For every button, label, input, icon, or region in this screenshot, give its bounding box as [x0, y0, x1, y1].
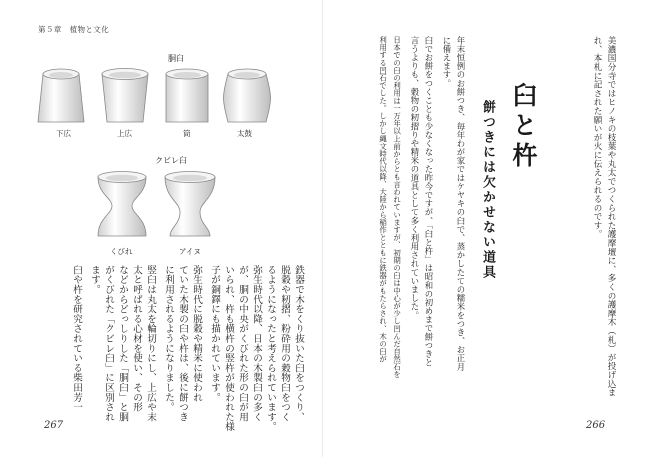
chapter-header: 第５章 植物と文化: [38, 25, 110, 34]
left-page-number: 267: [44, 420, 64, 431]
left-text-line: 臼や杵を研究されている柴田芳一: [71, 265, 82, 412]
left-text-line: 弥生時代以降、日本の木製臼の多く: [251, 265, 262, 422]
figure-group1-title: 胴臼: [168, 54, 184, 63]
left-text-line: るようになったと考えられています。: [265, 265, 276, 432]
caption-kubire: くびれ: [110, 247, 133, 256]
left-text-line: いられ、杵も横杵の竪杵が使われた様: [223, 265, 234, 432]
left-text-line: ます。: [89, 265, 100, 295]
left-text-line: 太と呼ばれる心材を使い、その形: [131, 265, 142, 412]
left-text-line: が、胴の中央がくびれた形の臼が用: [237, 265, 248, 422]
mortar-uwahiro-image: [98, 66, 152, 126]
mortar-taiko-image: [220, 66, 274, 126]
right-text-line: に備えます。: [442, 36, 452, 88]
right-text-line: 年末恒例のお餅つき、毎年わが家ではケヤキの臼で、蒸かしたての糯米をつき、お正月: [456, 36, 466, 372]
right-page-number: 266: [586, 420, 606, 431]
mortar-tsutsu-image: [160, 66, 214, 126]
left-text-line: 脱穀や籾摺、粉砕用の穀物臼をつく: [279, 265, 290, 422]
right-text-line: 利用する凹石でした。しかし縄文時代以降、大陸から稲作とともに鉄器がもたらされ、木の臼が: [378, 36, 388, 363]
left-text-line: に利用されるようになりました。: [163, 265, 174, 412]
left-text-line: 竪臼は丸太を輪切りにし、上広や末: [145, 265, 156, 422]
caption-uwahiro: 上広: [117, 129, 132, 138]
right-text-line: 言うよりも、穀物の籾摺りや精米の道具として多く利用されていました。: [410, 36, 420, 320]
section-title: 臼と杵: [509, 82, 538, 172]
caption-ainu: アイヌ: [179, 247, 201, 256]
left-text-line: などからどっしりした「胴臼」と胴: [117, 265, 128, 422]
mortar-kubire-image: [92, 168, 152, 240]
page-gutter: [322, 0, 323, 457]
left-text-line: ていた木製の臼や杵は、後に餅つき: [177, 265, 188, 422]
left-text-line: 弥生時代に脱穀や精米に使われ: [191, 265, 202, 403]
section-subtitle: 餅つきには欠かせない道具: [480, 100, 495, 280]
right-top-line: 美濃国分寺ではヒノキの枝葉や丸太でつくられた護摩壇に、多くの護摩木（札）が投げ込ま: [606, 36, 616, 397]
left-text-line: がくびれた「クビレ臼」に区別され: [103, 265, 114, 422]
left-text-line: 子が銅鐸にも描かれています。: [209, 265, 220, 403]
mortar-ainu-image: [160, 168, 220, 240]
caption-tsutsu: 筒: [183, 129, 191, 138]
right-top-line: れ、本札に記された願いが火に伝えられるのです。: [592, 36, 602, 239]
left-text-line: 鉄器で木をくり抜いた臼をつくり、: [293, 265, 304, 422]
caption-taiko: 太鼓: [237, 129, 252, 138]
right-text-line: 臼でお餅をつくことも少なくなった昨今ですが、「臼と杵」は昭和の初めまで餅つきと: [424, 36, 434, 367]
right-text-line: 日本での臼の利用は一万年以上前からとも言われていますが、初期の臼は中心が少し凹んだ自然石を: [392, 36, 402, 378]
caption-shitahiro: 下広: [56, 129, 71, 138]
figure-group2-title: クビレ臼: [155, 156, 187, 165]
mortar-shitahiro-image: [34, 66, 88, 126]
